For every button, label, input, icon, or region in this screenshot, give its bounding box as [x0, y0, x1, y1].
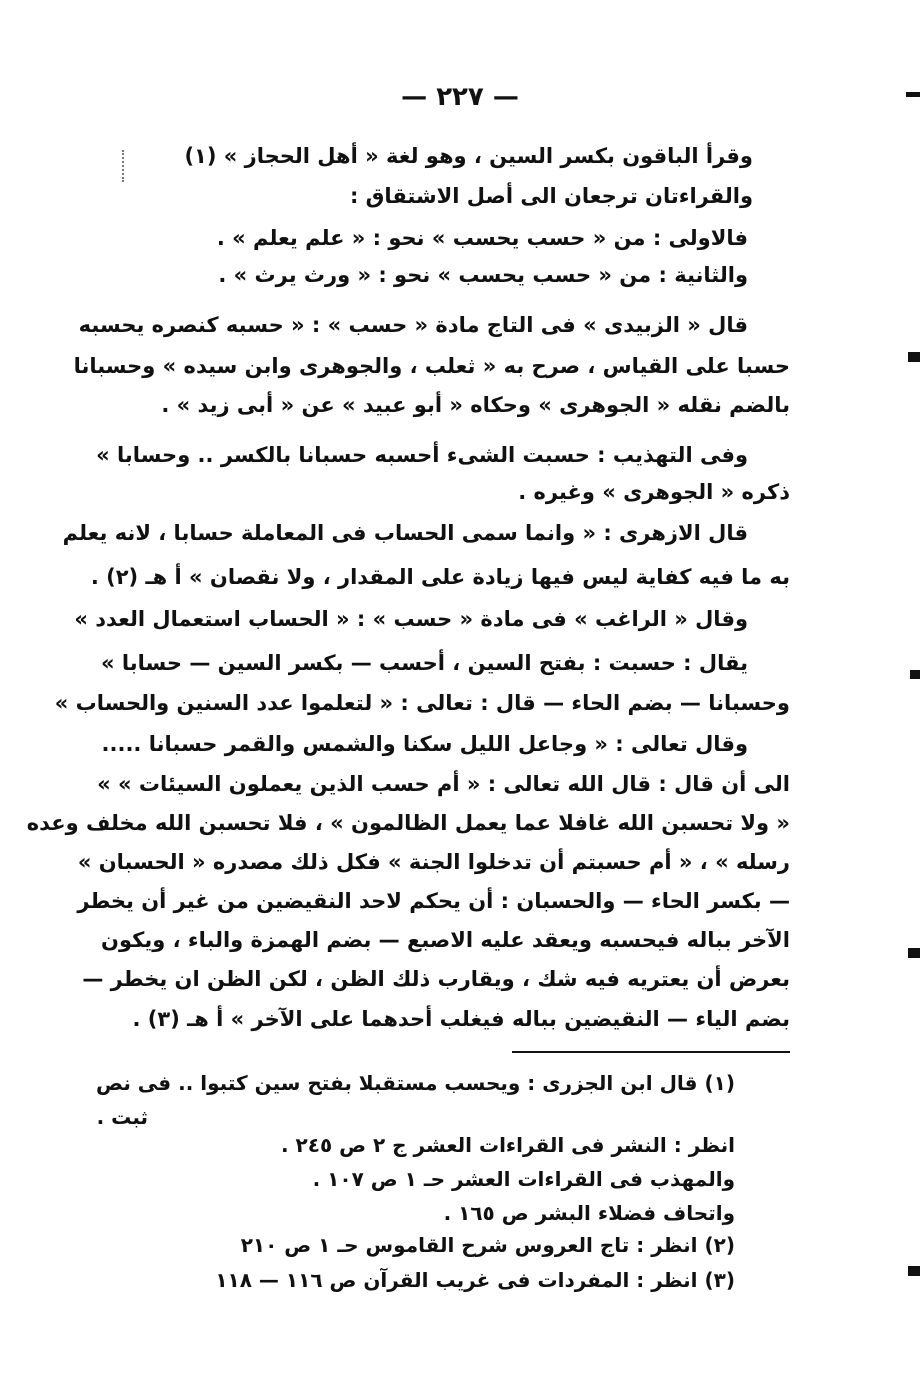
body-line: به ما فيه كفاية ليس فيها زيادة على المقدار ، ولا نقصان » أ هـ (٢) . [90, 565, 790, 589]
body-line: رسله » ، « أم حسبتم أن تدخلوا الجنة » فكل ذلك مصدره « الحسبان » [77, 850, 790, 874]
body-line: بعرض أن يعتريه فيه شك ، ويقارب ذلك الظن ، لكن الظن ان يخطر — [82, 967, 790, 991]
body-line: وقال تعالى : « وجاعل الليل سكنا والشمس والقمر حسبانا ..... [101, 732, 748, 756]
body-line: قال الازهرى : « وانما سمى الحساب فى المعاملة حسابا ، لانه يعلم [62, 521, 748, 545]
body-line: حسبا على القياس ، صرح به « ثعلب ، والجوهرى وابن سيده » وحسبانا [73, 354, 790, 378]
footnote-line: انظر : النشر فى القراءات العشر ج ٢ ص ٢٤٥ . [280, 1133, 735, 1157]
body-line: فالاولى : من « حسب يحسب » نحو : « علم يعلم » . [216, 226, 748, 250]
body-line: وحسبانا — بضم الحاء — قال : تعالى : « لتعلموا عدد السنين والحساب » [54, 691, 790, 715]
scan-edge-mark [908, 352, 920, 362]
body-line: بالضم نقله « الجوهرى » وحكاه « أبو عبيد » عن « أبى زيد » . [161, 393, 790, 417]
footnote-line: واتحاف فضلاء البشر ص ١٦٥ . [443, 1201, 735, 1225]
body-line: قال « الزبيدى » فى التاج مادة « حسب » : « حسبه كنصره يحسبه [78, 313, 748, 337]
body-line: الآخر بباله فيحسبه ويعقد عليه الاصبع — بضم الهمزة والباء ، ويكون [101, 928, 790, 952]
body-line: وفى التهذيب : حسبت الشىء أحسبه حسبانا بالكسر .. وحسابا » [96, 443, 748, 467]
body-line: يقال : حسبت : بفتح السين ، أحسب — بكسر السين — حسابا » [101, 651, 748, 675]
body-line: الى أن قال : قال الله تعالى : « أم حسب الذين يعملون السيئات » » [97, 772, 790, 796]
body-line: وقرأ الباقون بكسر السين ، وهو لغة « أهل الحجاز » (١) [184, 144, 753, 168]
scan-edge-mark [908, 948, 920, 958]
margin-dots [122, 150, 127, 182]
footnote-line: (١) قال ابن الجزرى : ويحسب مستقبلا بفتح سين كتبوا .. فى نص [96, 1071, 735, 1095]
body-line: وقال « الراغب » فى مادة « حسب » : « الحساب استعمال العدد » [74, 607, 748, 631]
page-number: — ٢٢٧ — [401, 82, 519, 112]
scan-edge-mark [906, 92, 920, 97]
body-line: « ولا تحسبن الله غافلا عما يعمل الظالمون » ، فلا تحسبن الله مخلف وعده [26, 811, 790, 835]
footnote-line: والمهذب فى القراءات العشر حـ ١ ص ١٠٧ . [312, 1167, 735, 1191]
body-line: بضم الياء — النقيضين بباله فيغلب أحدهما على الآخر » أ هـ (٣) . [132, 1007, 790, 1031]
body-line: والقراءتان ترجعان الى أصل الاشتقاق : [349, 184, 753, 208]
footnote-line: (٢) انظر : تاج العروس شرح القاموس حـ ١ ص ٢١٠ [240, 1233, 735, 1257]
scan-edge-mark [908, 1266, 920, 1276]
body-line: ذكره « الجوهرى » وغيره . [518, 480, 790, 504]
scan-edge-mark [910, 670, 920, 679]
footnote-separator [512, 1051, 790, 1053]
footnote-line: ثبت . [96, 1105, 148, 1129]
body-line: والثانية : من « حسب يحسب » نحو : « ورث يرث » . [218, 263, 748, 287]
body-line: — بكسر الحاء — والحسبان : أن يحكم لاحد النقيضين من غير أن يخطر [77, 889, 790, 913]
footnote-line: (٣) انظر : المفردات فى غريب القرآن ص ١١٦ — ١١٨ [215, 1268, 735, 1292]
